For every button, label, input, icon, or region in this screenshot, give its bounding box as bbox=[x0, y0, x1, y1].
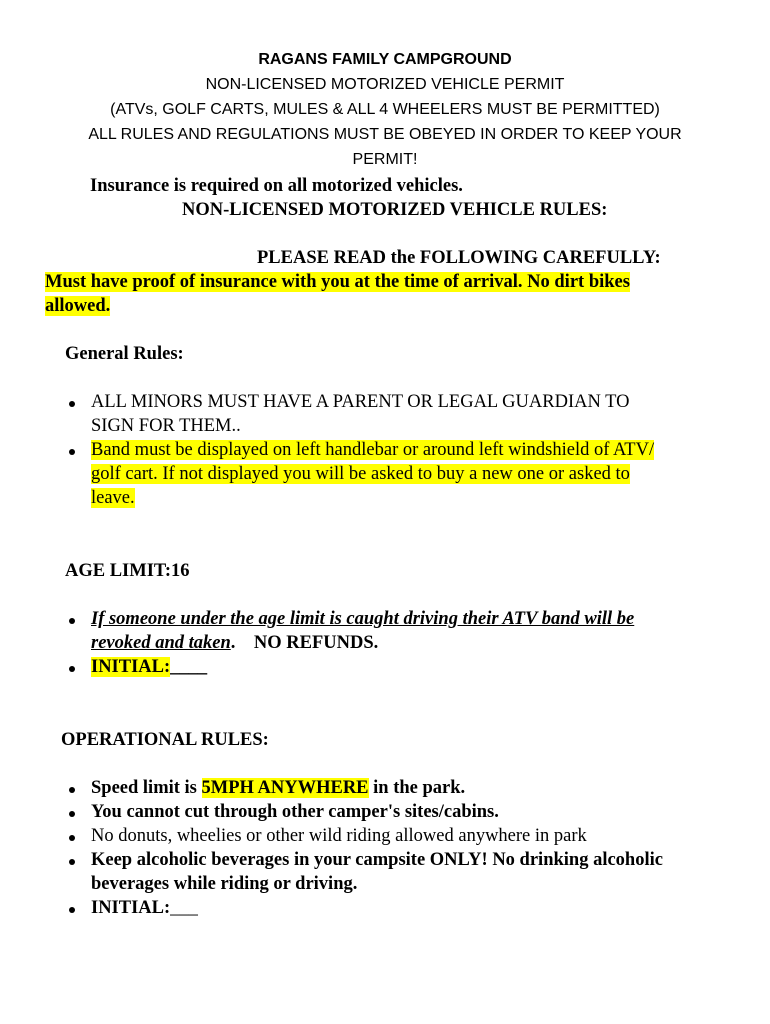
alcohol-rule-line1: Keep alcoholic beverages in your campsite ONLY! No drinking alcoholic bbox=[91, 850, 663, 870]
insurance-note: Insurance is required on all motorized vehicles. bbox=[90, 176, 463, 196]
permit-subtitle: NON-LICENSED MOTORIZED VEHICLE PERMIT bbox=[205, 76, 565, 93]
operational-initial-label: INITIAL: bbox=[91, 898, 171, 918]
list-item bbox=[65, 776, 745, 800]
bullet-icon bbox=[69, 811, 75, 817]
bullet-icon bbox=[69, 449, 75, 455]
underage-rule-line2: revoked and taken bbox=[91, 633, 231, 653]
read-carefully: PLEASE READ the FOLLOWING CAREFULLY: bbox=[257, 248, 661, 268]
obey-note-line1: ALL RULES AND REGULATIONS MUST BE OBEYED IN ORDER TO KEEP YOUR bbox=[88, 126, 682, 143]
proof-line1-text: Must have proof of insurance with you at the time of arrival. No dirt bikes bbox=[45, 272, 630, 292]
cut-through-rule: You cannot cut through other camper's sites/cabins. bbox=[91, 802, 499, 822]
bullet-icon bbox=[69, 835, 75, 841]
proof-of-insurance-line1 bbox=[45, 270, 630, 294]
bullet-icon bbox=[69, 401, 75, 407]
list-item bbox=[65, 655, 725, 679]
rules-heading: NON-LICENSED MOTORIZED VEHICLE RULES: bbox=[182, 200, 608, 220]
no-refunds-text: . NO REFUNDS. bbox=[230, 633, 379, 653]
list-item bbox=[65, 848, 745, 896]
minors-rule-line1: ALL MINORS MUST HAVE A PARENT OR LEGAL GUARDIAN TO bbox=[91, 392, 630, 412]
list-item bbox=[65, 390, 725, 438]
bullet-icon bbox=[69, 787, 75, 793]
speed-rule-prefix: Speed limit is bbox=[91, 778, 202, 798]
document-header bbox=[60, 47, 710, 172]
general-rules-heading: General Rules: bbox=[65, 344, 184, 364]
list-item bbox=[65, 800, 745, 824]
alcohol-rule-line2: beverages while riding or driving. bbox=[91, 874, 358, 894]
bullet-icon bbox=[69, 859, 75, 865]
minors-rule-line2: SIGN FOR THEM.. bbox=[91, 416, 241, 436]
age-initial-label: INITIAL: bbox=[91, 657, 171, 677]
campground-title: RAGANS FAMILY CAMPGROUND bbox=[258, 51, 512, 68]
age-initial-blank[interactable]: ____ bbox=[170, 657, 208, 677]
proof-line2-text: allowed. bbox=[45, 296, 111, 316]
operational-rules-list bbox=[65, 776, 745, 920]
band-rule-line3: leave. bbox=[91, 488, 135, 508]
band-rule-line2: golf cart. If not displayed you will be asked to buy a new one or asked to bbox=[91, 464, 630, 484]
speed-rule-suffix: in the park. bbox=[368, 778, 466, 798]
general-rules-list bbox=[65, 390, 725, 510]
list-item bbox=[65, 438, 725, 510]
obey-note-line2: PERMIT! bbox=[352, 151, 418, 168]
age-limit-heading: AGE LIMIT:16 bbox=[65, 561, 190, 581]
no-donuts-rule: No donuts, wheelies or other wild riding allowed anywhere in park bbox=[91, 826, 587, 846]
vehicles-note: (ATVs, GOLF CARTS, MULES & ALL 4 WHEELERS MUST BE PERMITTED) bbox=[110, 101, 660, 118]
operational-rules-heading: OPERATIONAL RULES: bbox=[61, 730, 269, 750]
operational-initial-blank[interactable]: ___ bbox=[170, 898, 198, 918]
underage-rule-line1: If someone under the age limit is caught driving their ATV band will be bbox=[91, 609, 635, 629]
bullet-icon bbox=[69, 618, 75, 624]
bullet-icon bbox=[69, 666, 75, 672]
speed-limit-value: 5MPH ANYWHERE bbox=[201, 778, 369, 798]
list-item bbox=[65, 896, 745, 920]
list-item bbox=[65, 607, 725, 655]
bullet-icon bbox=[69, 907, 75, 913]
band-rule-line1: Band must be displayed on left handlebar or around left windshield of ATV/ bbox=[91, 440, 655, 460]
list-item bbox=[65, 824, 745, 848]
proof-of-insurance-line2 bbox=[45, 294, 110, 318]
age-rules-list bbox=[65, 607, 725, 679]
